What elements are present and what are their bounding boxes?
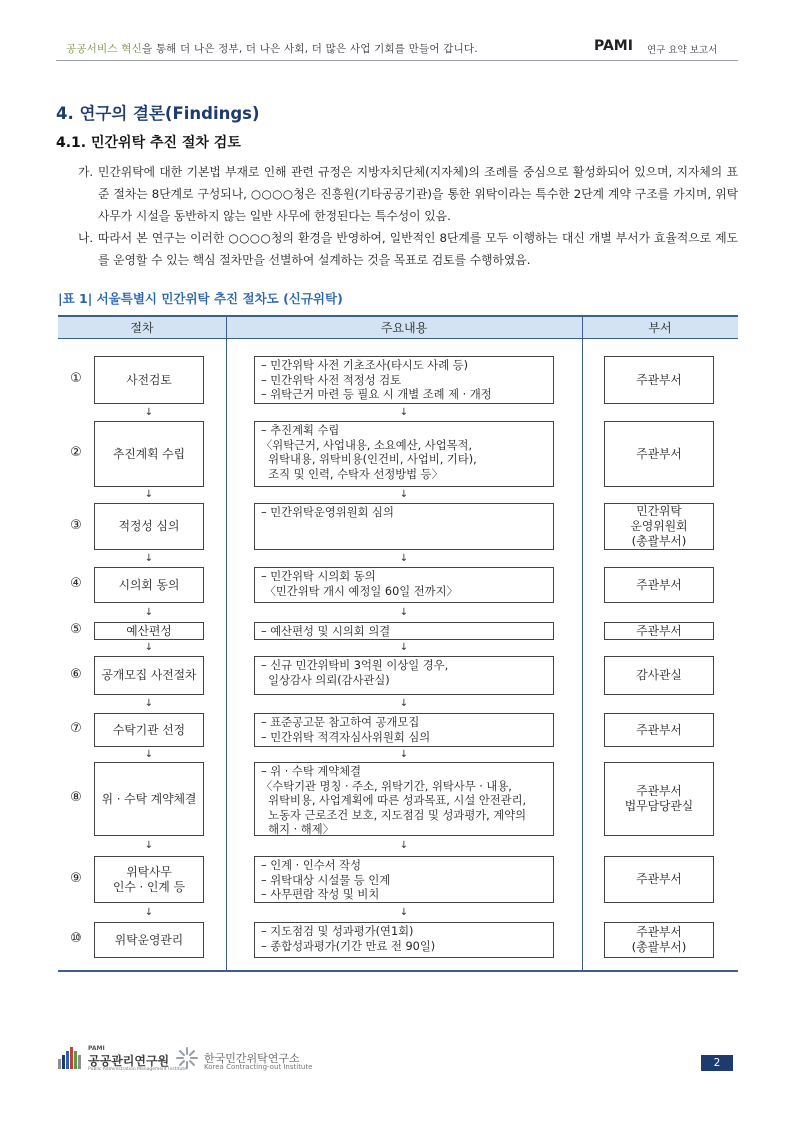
column-header-procedure: 절차 (130, 321, 154, 335)
paragraph-text: 따라서 본 연구는 이러한 ○○○○청의 환경을 반영하여, 일반적인 8단계를 모두 이행하는 대신 개별 부서가 효율적으로 제도를 운영할 수 있는 핵심 절차만을 선별하여 설계하는 것을 목표로 검토를 수행하였음. (98, 231, 738, 267)
flow-arrow: ↓ (144, 698, 154, 709)
logo1-name: 공공관리연구원 (88, 1054, 170, 1068)
flow-arrow: ↓ (399, 642, 409, 653)
step-content-box: – 민간위탁 시의회 동의 〈민간위탁 개시 예정일 60일 전까지〉 (254, 567, 554, 603)
pami-logo-icon (58, 1047, 82, 1069)
step-name-box: 예산편성 (94, 622, 204, 640)
step-content-box: – 신규 민간위탁비 3억원 이상일 경우, 일상감사 의뢰(감사관실) (254, 656, 554, 695)
step-department-box: 주관부서 (604, 622, 714, 640)
column-divider (226, 315, 227, 970)
step-number: ⑥ (70, 666, 82, 682)
step-department-box: 주관부서 (604, 713, 714, 747)
step-name-box: 수탁기관 선정 (94, 713, 204, 747)
flow-arrow: ↓ (399, 698, 409, 709)
header-divider (56, 60, 738, 61)
table-title: |표 1| 서울특별시 민간위탁 추진 절차도 (신규위탁) (58, 291, 343, 306)
paragraph-ga (78, 161, 738, 227)
paragraph-na (78, 227, 738, 271)
step-number: ⑤ (70, 622, 82, 637)
table-header (58, 315, 738, 339)
step-name-box: 적정성 심의 (94, 503, 204, 550)
logo1-small: PAMI (88, 1045, 105, 1052)
step-content-box: – 민간위탁운영위원회 심의 (254, 503, 554, 550)
step-content-box: – 예산편성 및 시의회 의결 (254, 622, 554, 640)
paragraph-text: 민간위탁에 대한 기본법 부재로 인해 관련 규정은 지방자치단체(지자체)의 조례를 중심으로 활성화되어 있으며, 지자체의 표준 절차는 8단계로 구성되나, ○○○○청은 진흥원(기타공공기관)을 통한 위탁이라는 특수한 2단계 계약 구조를 가지며, 위탁 사무가 시설을 동반하지 않는 일반 사무에 한정된다는 특수성이 있음. (98, 165, 738, 223)
step-department-box: 주관부서 (604, 856, 714, 903)
step-number: ⑨ (70, 870, 82, 886)
step-number: ④ (70, 576, 82, 591)
flow-arrow: ↓ (144, 748, 154, 760)
flow-arrow: ↓ (399, 748, 409, 760)
step-name-box: 위탁운영관리 (94, 922, 204, 958)
step-number: ⑧ (70, 790, 82, 805)
subsection-title: 4.1. 민간위탁 추진 절차 검토 (56, 135, 241, 151)
step-name-box: 위탁사무 인수 · 인계 등 (94, 856, 204, 903)
column-header-department: 부서 (648, 321, 672, 335)
flow-arrow: ↓ (399, 552, 409, 564)
step-department-box: 주관부서 (604, 567, 714, 603)
step-content-box: – 위 · 수탁 계약체결 〈수탁기관 명칭 · 주소, 위탁기간, 위탁사무 · 내용, 위탁비용, 사업계획에 따른 성과목표, 시설 안전관리, 노동자 근로조건 보호, 지도점검 및 성과평가, 계약의 해지 · 해제〉 (254, 762, 554, 836)
step-name-box: 사전검토 (94, 356, 204, 404)
flow-arrow: ↓ (399, 406, 409, 418)
header-slogan (66, 41, 478, 56)
step-content-box: – 지도점검 및 성과평가(연1회) – 종합성과평가(기간 만료 전 90일) (254, 922, 554, 958)
flow-arrow: ↓ (144, 906, 154, 918)
page-number: 2 (701, 1055, 733, 1071)
logo2-sub: Korea Contracting-out Institute (204, 1063, 313, 1071)
flow-arrow: ↓ (144, 489, 154, 500)
step-number: ② (70, 445, 82, 460)
step-content-box: – 표준공고문 참고하여 공개모집 – 민간위탁 적격자심사위원회 심의 (254, 713, 554, 747)
header-report-type: 연구 요약 보고서 (647, 45, 718, 56)
column-header-content: 주요내용 (380, 321, 428, 335)
step-name-box: 공개모집 사전절차 (94, 656, 204, 695)
section-title: 4. 연구의 결론(Findings) (56, 104, 260, 123)
logo2-name: 한국민간위탁연구소 (204, 1052, 300, 1065)
step-name-box: 추진계획 수립 (94, 421, 204, 487)
step-department-box: 주관부서 (총괄부서) (604, 922, 714, 958)
step-department-box: 주관부서 (604, 356, 714, 404)
step-content-box: – 추진계획 수립 〈위탁근거, 사업내용, 소요예산, 사업목적, 위탁내용, 위탁비용(인건비, 사업비, 기타), 조직 및 인력, 수탁자 선정방법 등〉 (254, 421, 554, 487)
step-number: ③ (70, 517, 82, 533)
step-department-box: 주관부서 법무담당관실 (604, 762, 714, 836)
column-divider (582, 315, 583, 970)
header-brand: PAMI (594, 38, 633, 54)
paragraph-marker: 가. (78, 165, 94, 179)
flow-arrow: ↓ (144, 552, 154, 564)
step-content-box: – 민간위탁 사전 기초조사(타시도 사례 등) – 민간위탁 사전 적정성 검토 – 위탁근거 마련 등 필요 시 개별 조례 제 · 개정 (254, 356, 554, 404)
flow-arrow: ↓ (144, 642, 154, 653)
flow-arrow: ↓ (399, 840, 409, 851)
step-name-box: 시의회 동의 (94, 567, 204, 603)
slogan-highlight: 공공서비스 혁신 (66, 43, 142, 55)
flow-arrow: ↓ (399, 489, 409, 500)
step-number: ⑦ (70, 721, 82, 736)
step-department-box: 감사관실 (604, 656, 714, 695)
step-name-box: 위 · 수탁 계약체결 (94, 762, 204, 836)
logo1-sub: Public Administration Management Institute (88, 1067, 187, 1072)
slogan-rest: 을 통해 더 나은 정부, 더 나은 사회, 더 많은 사업 기회를 만들어 갑니다. (141, 43, 478, 55)
flow-arrow: ↓ (144, 406, 154, 418)
flow-arrow: ↓ (144, 606, 154, 618)
kci-logo-icon (176, 1047, 198, 1069)
flow-arrow: ↓ (144, 840, 154, 851)
flow-arrow: ↓ (399, 606, 409, 618)
step-department-box: 주관부서 (604, 421, 714, 487)
table-bottom-rule (58, 970, 738, 972)
step-department-box: 민간위탁 운영위원회 (총괄부서) (604, 503, 714, 550)
step-content-box: – 인계 · 인수서 작성 – 위탁대상 시설물 등 인계 – 사무편람 작성 및 비치 (254, 856, 554, 903)
paragraph-marker: 나. (78, 231, 94, 245)
step-number: ⑩ (70, 931, 82, 946)
step-number: ① (70, 371, 82, 386)
flow-arrow: ↓ (399, 906, 409, 918)
